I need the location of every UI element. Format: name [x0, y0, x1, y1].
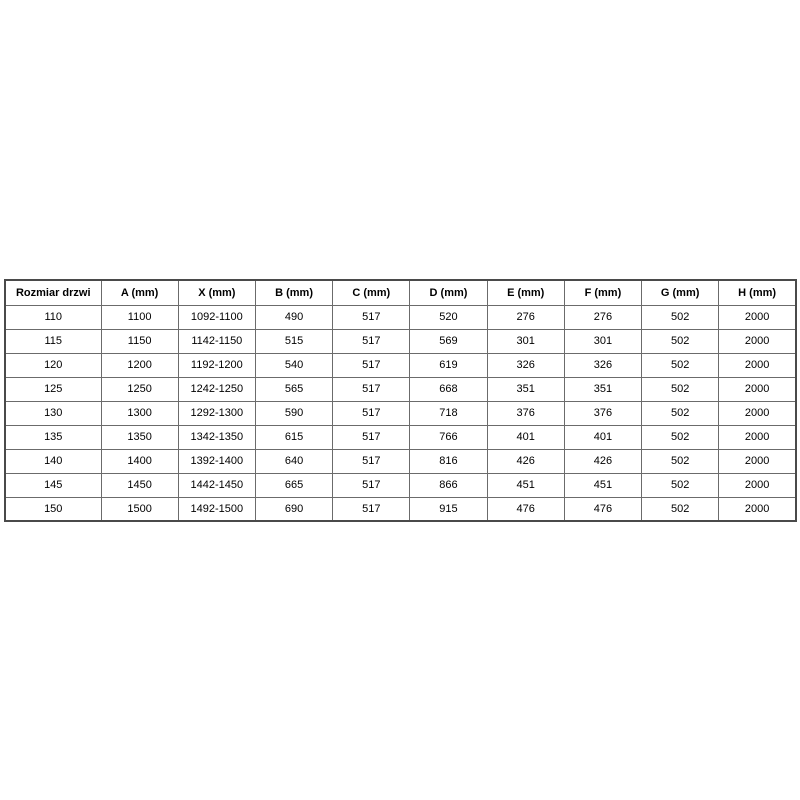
table-cell: 517 — [333, 305, 410, 329]
table-cell: 540 — [255, 353, 332, 377]
table-cell: 2000 — [719, 449, 796, 473]
table-cell: 1492-1500 — [178, 497, 255, 521]
table-cell: 1200 — [101, 353, 178, 377]
table-row — [5, 353, 796, 377]
column-header: C (mm) — [333, 280, 410, 305]
table-cell: 1192-1200 — [178, 353, 255, 377]
table-cell: 2000 — [719, 353, 796, 377]
door-size-table — [4, 279, 797, 522]
table-cell: 619 — [410, 353, 487, 377]
table-cell: 1150 — [101, 329, 178, 353]
table-cell: 1100 — [101, 305, 178, 329]
table-cell: 2000 — [719, 329, 796, 353]
table-cell: 426 — [564, 449, 641, 473]
table-cell: 326 — [487, 353, 564, 377]
table-cell: 401 — [564, 425, 641, 449]
table-cell: 130 — [5, 401, 101, 425]
table-cell: 502 — [642, 305, 719, 329]
table-cell: 2000 — [719, 377, 796, 401]
table-cell: 476 — [487, 497, 564, 521]
table-row — [5, 449, 796, 473]
table-cell: 326 — [564, 353, 641, 377]
table-cell: 515 — [255, 329, 332, 353]
table-cell: 1092-1100 — [178, 305, 255, 329]
table-cell: 502 — [642, 401, 719, 425]
table-cell: 301 — [564, 329, 641, 353]
table-row — [5, 401, 796, 425]
table-cell: 517 — [333, 449, 410, 473]
table-cell: 502 — [642, 353, 719, 377]
table-cell: 1450 — [101, 473, 178, 497]
table-cell: 451 — [564, 473, 641, 497]
table-row — [5, 329, 796, 353]
table-cell: 351 — [487, 377, 564, 401]
column-header: H (mm) — [719, 280, 796, 305]
table-cell: 376 — [487, 401, 564, 425]
table-cell: 1442-1450 — [178, 473, 255, 497]
table-cell: 502 — [642, 473, 719, 497]
table-cell: 517 — [333, 473, 410, 497]
table-cell: 125 — [5, 377, 101, 401]
table-cell: 145 — [5, 473, 101, 497]
table-cell: 1500 — [101, 497, 178, 521]
table-cell: 2000 — [719, 305, 796, 329]
table-cell: 517 — [333, 401, 410, 425]
table-cell: 1392-1400 — [178, 449, 255, 473]
table-cell: 490 — [255, 305, 332, 329]
table-cell: 351 — [564, 377, 641, 401]
table-row — [5, 473, 796, 497]
header-row — [5, 280, 796, 305]
table-cell: 502 — [642, 329, 719, 353]
table-cell: 1342-1350 — [178, 425, 255, 449]
table-cell: 476 — [564, 497, 641, 521]
table-cell: 1242-1250 — [178, 377, 255, 401]
table-cell: 569 — [410, 329, 487, 353]
table-cell: 502 — [642, 497, 719, 521]
column-header: A (mm) — [101, 280, 178, 305]
table-cell: 640 — [255, 449, 332, 473]
table-cell: 668 — [410, 377, 487, 401]
table-cell: 502 — [642, 449, 719, 473]
table-cell: 376 — [564, 401, 641, 425]
column-header: F (mm) — [564, 280, 641, 305]
table-cell: 401 — [487, 425, 564, 449]
table-cell: 1300 — [101, 401, 178, 425]
table-cell: 135 — [5, 425, 101, 449]
table-cell: 915 — [410, 497, 487, 521]
table-cell: 690 — [255, 497, 332, 521]
column-header: D (mm) — [410, 280, 487, 305]
table-cell: 276 — [564, 305, 641, 329]
table-row — [5, 497, 796, 521]
table-cell: 1350 — [101, 425, 178, 449]
table-cell: 502 — [642, 425, 719, 449]
table-cell: 1400 — [101, 449, 178, 473]
table-cell: 2000 — [719, 497, 796, 521]
table-body — [5, 305, 796, 521]
table-cell: 2000 — [719, 401, 796, 425]
table-cell: 110 — [5, 305, 101, 329]
table-cell: 517 — [333, 353, 410, 377]
table-cell: 502 — [642, 377, 719, 401]
table-cell: 301 — [487, 329, 564, 353]
table-cell: 517 — [333, 497, 410, 521]
table-cell: 565 — [255, 377, 332, 401]
column-header: B (mm) — [255, 280, 332, 305]
table-cell: 615 — [255, 425, 332, 449]
table-cell: 517 — [333, 329, 410, 353]
table-cell: 276 — [487, 305, 564, 329]
table-cell: 1250 — [101, 377, 178, 401]
column-header: E (mm) — [487, 280, 564, 305]
column-header: X (mm) — [178, 280, 255, 305]
table-cell: 1292-1300 — [178, 401, 255, 425]
table-cell: 140 — [5, 449, 101, 473]
table-row — [5, 377, 796, 401]
table-cell: 665 — [255, 473, 332, 497]
table-cell: 451 — [487, 473, 564, 497]
table-cell: 517 — [333, 377, 410, 401]
column-header: G (mm) — [642, 280, 719, 305]
table-row — [5, 425, 796, 449]
column-header: Rozmiar drzwi — [5, 280, 101, 305]
table-cell: 2000 — [719, 473, 796, 497]
table-cell: 120 — [5, 353, 101, 377]
table-cell: 517 — [333, 425, 410, 449]
table-cell: 816 — [410, 449, 487, 473]
table-cell: 150 — [5, 497, 101, 521]
table-row — [5, 305, 796, 329]
table-cell: 1142-1150 — [178, 329, 255, 353]
table-cell: 115 — [5, 329, 101, 353]
table-cell: 426 — [487, 449, 564, 473]
table-cell: 590 — [255, 401, 332, 425]
table-cell: 520 — [410, 305, 487, 329]
table-cell: 866 — [410, 473, 487, 497]
table-cell: 718 — [410, 401, 487, 425]
table-cell: 766 — [410, 425, 487, 449]
table-cell: 2000 — [719, 425, 796, 449]
